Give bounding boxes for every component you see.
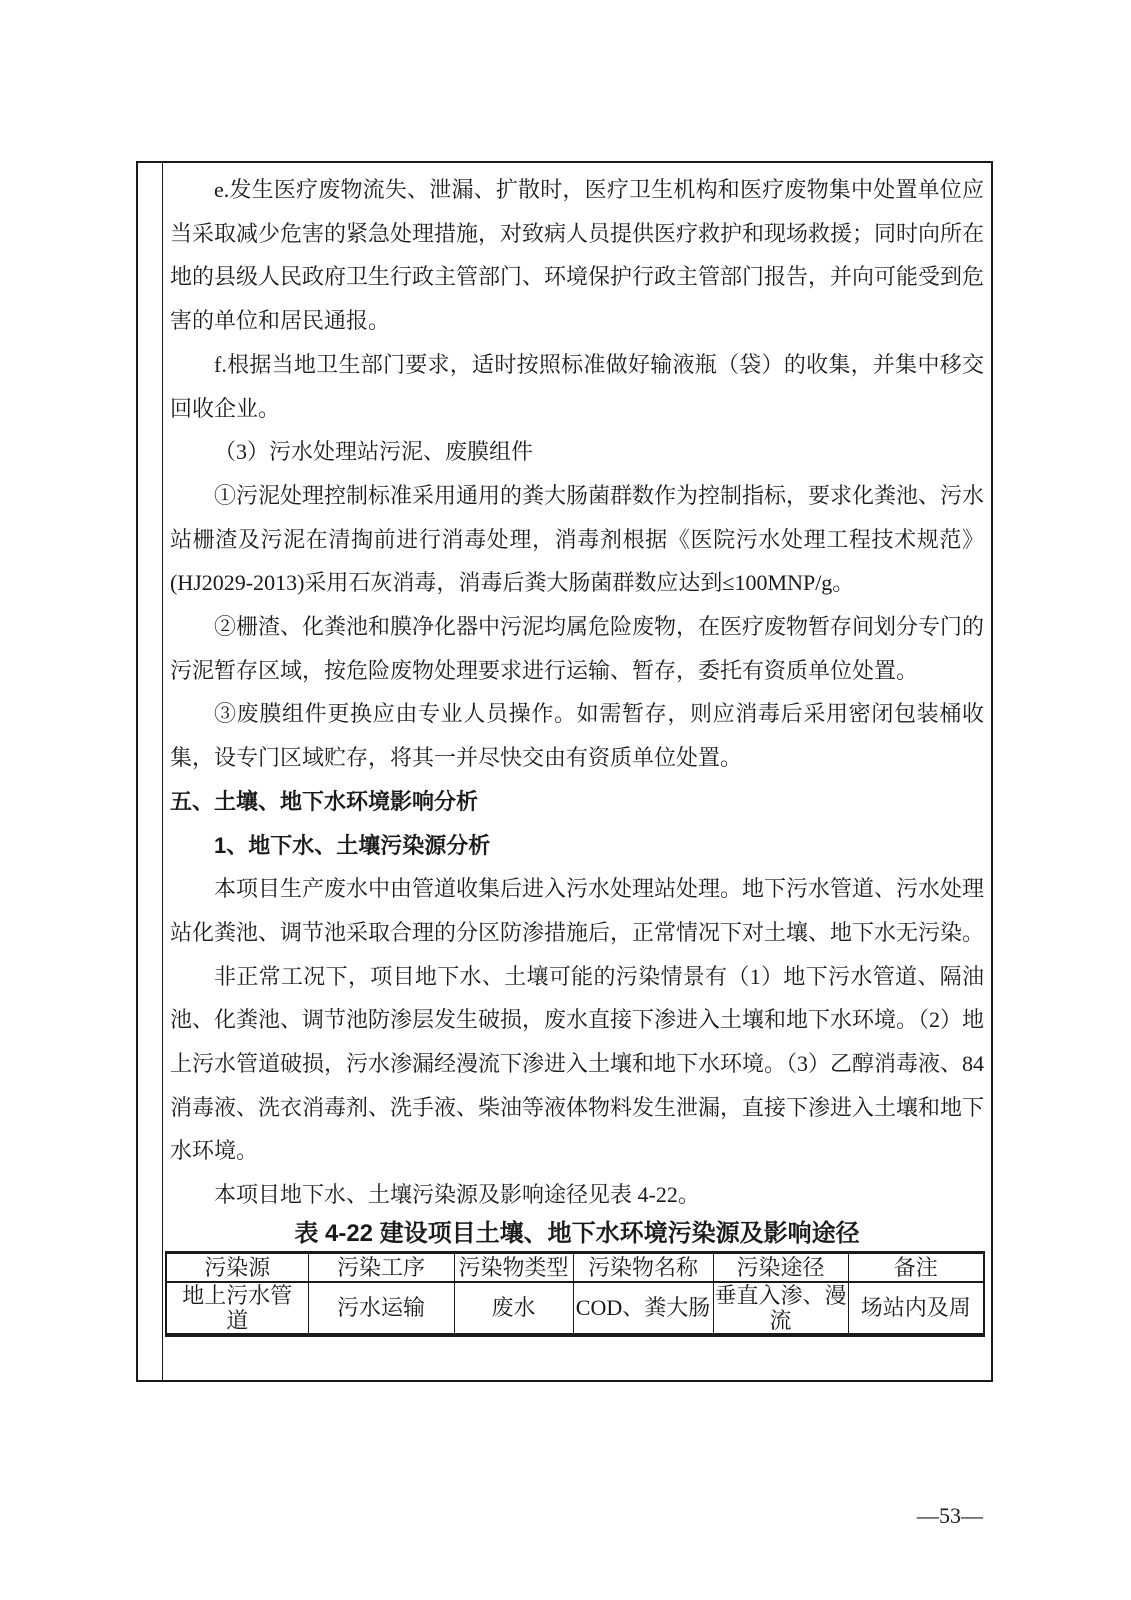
section-heading: 五、土壤、地下水环境影响分析 [170, 788, 479, 814]
paragraph-wastewater: 本项目生产废水中由管道收集后进入污水处理站处理。地下污水管道、污水处理站化粪池、调节池采取合理的分区防渗措施后，正常情况下对土壤、地下水无污染。 [170, 876, 985, 945]
table-cell-pathway: 垂直入渗、漫流 [714, 1282, 847, 1333]
table-header-row [166, 1252, 984, 1282]
form-border-box [136, 161, 993, 1382]
table-header-cell: 污染源 [166, 1252, 308, 1282]
paragraph-abnormal: 非正常工况下，项目地下水、土壤可能的污染情景有（1）地下污水管道、隔油池、化粪池、调节池防渗层发生破损，废水直接下渗进入土壤和地下水环境。（2）地上污水管道破损，污水渗漏经漫流下渗进入土壤和地下水环境。（3）乙醇消毒液、84 消毒液、洗衣消毒剂、洗手液、柴油等液体物料发生泄漏，直接下渗进入土壤和地下水环境。 [170, 963, 985, 1164]
page-number: —53— [917, 1503, 983, 1528]
table-cell-pollution-source: 地上污水管道 [166, 1282, 308, 1335]
subsection-heading: 1、地下水、土壤污染源分析 [214, 832, 491, 858]
paragraph-table-ref: 本项目地下水、土壤污染源及影响途径见表 4-22。 [214, 1182, 700, 1208]
paragraph-sludge-heading: （3）污水处理站污泥、废膜组件 [214, 439, 534, 465]
paragraph-e: e.发生医疗废物流失、泄漏、扩散时，医疗卫生机构和医疗废物集中处置单位应当采取减少危害的紧急处理措施，对致病人员提供医疗救护和现场救援；同时向所在地的县级人民政府卫生行政主管部门、环境保护行政主管部门报告，并向可能受到危害的单位和居民通报。 [170, 177, 985, 334]
table-cell-process: 污水运输 [308, 1282, 454, 1335]
form-content-cell [163, 163, 991, 1380]
paragraph-f: f.根据当地卫生部门要求，适时按照标准做好输液瓶（袋）的收集，并集中移交回收企业。 [170, 351, 984, 421]
table-title: 表 4-22 建设项目土壤、地下水环境污染源及影响途径 [294, 1219, 860, 1247]
table-row [166, 1282, 984, 1335]
table-cell-remark: 场站内及周 [848, 1282, 984, 1335]
table-cell-pollutant-name: COD、粪大肠 [573, 1282, 713, 1335]
pollution-source-table [165, 1251, 985, 1337]
table-header-cell: 污染工序 [308, 1252, 454, 1282]
table-header-cell: 污染物类型 [454, 1252, 573, 1282]
form-left-column [138, 163, 163, 1380]
table-header-cell: 污染途径 [713, 1252, 848, 1282]
paragraph-circle-2: ②栅渣、化粪池和膜净化器中污泥均属危险废物，在医疗废物暂存间划分专门的污泥暂存区域，按危险废物处理要求进行运输、暂存，委托有资质单位处置。 [170, 614, 985, 683]
paragraph-circle-1: ①污泥处理控制标准采用通用的粪大肠菌群数作为控制指标，要求化粪池、污水站栅渣及污泥在清掏前进行消毒处理，消毒剂根据《医院污水处理工程技术规范》(HJ2029-2013)采用石灰消毒，消毒后粪大肠菌群数应达到≤100MNP/g。 [170, 482, 985, 596]
paragraph-circle-3: ③废膜组件更换应由专业人员操作。如需暂存，则应消毒后采用密闭包装桶收集，设专门区域贮存，将其一并尽快交由有资质单位处置。 [170, 701, 984, 771]
table-header-cell: 污染物名称 [573, 1252, 713, 1282]
table-cell-pollutant-type: 废水 [454, 1282, 573, 1335]
table-header-cell: 备注 [848, 1252, 984, 1282]
